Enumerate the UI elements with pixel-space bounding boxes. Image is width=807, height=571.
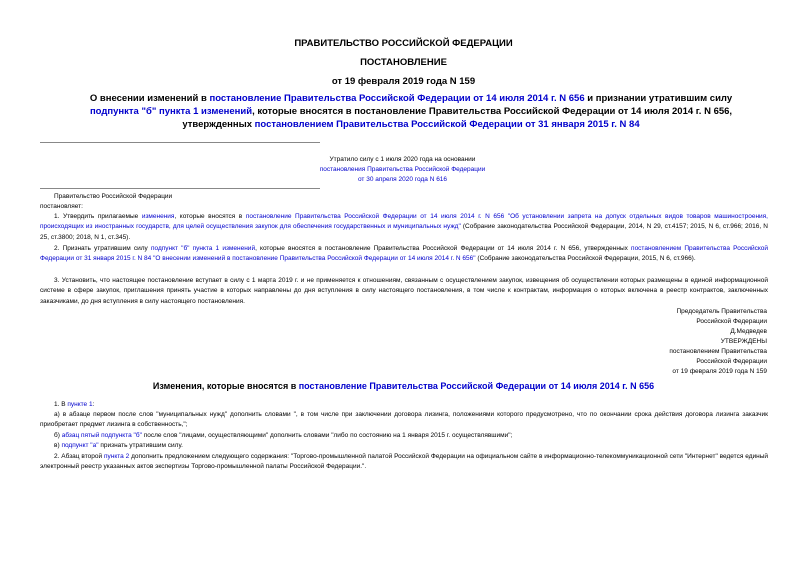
preamble-2: постановляет: [40,203,83,210]
signature-position: Председатель Правительства [676,308,767,315]
change-item-b [40,431,768,441]
approval-block [600,337,767,377]
iv-text-b: признать утратившим силу. [98,442,183,449]
divider-bottom [40,188,320,189]
change-item-1 [40,400,768,410]
changes-title-link[interactable]: постановление Правительства Российской Федерации от 14 июля 2014 г. N 656 [298,381,655,391]
approval-country: Российской Федерации [696,358,767,365]
doc-date-number: от 19 февраля 2019 года N 159 [331,76,476,87]
approval-by: постановлением Правительства [669,348,767,355]
ib-text-c: после слов "лицами, осуществляющими" дополнить словами "либо по состоянию на 1 января 2015 г. осуществлявшими"; [141,432,513,439]
ib-text-a: б) [54,432,62,439]
p1-link-changes[interactable]: изменения [141,213,175,220]
i1-text-b: : [92,401,95,408]
status-note-link-1[interactable]: постановления Правительства Российской Федерации [319,166,486,173]
approval-status: УТВЕРЖДЕНЫ [720,338,767,345]
p1-text-c: (Собрание законодательства Российской Федерации, 2014, N 29, ст.4157; 2015, N 6, ст.966; 2016, N 25, ст.3800; 2018, N 1, ст.345). [40,223,768,241]
p2-text-a: 2. Признать утратившим силу [54,245,151,252]
i2-text-b: дополнить предложением следующего содержания: "Торгово-промышленной палатой Российской Федерации на официальном сайте в информационно-телекоммуникационной сети "Интернет" ведется единый электронный реестр указанных актов экспертизы Торгово-промышленной палаты Российской Федерации.". [40,453,769,471]
p2-text-b: , которые вносятся в постановление Правительства Российской Федерации от 14 июля 2014 г. N 656, утвержденных [255,245,632,252]
approval-date: от 19 февраля 2019 года N 159 [672,368,767,375]
changes-title-text: Изменения, которые вносятся в [152,381,299,391]
p2-text-c: (Собрание законодательства Российской Федерации, 2015, N 6, ст.966). [475,255,696,263]
title-link-subitem[interactable]: подпункта "б" пункта 1 изменений [89,106,253,117]
status-note-link-2[interactable]: от 30 апреля 2020 года N 616 [357,176,448,183]
title-text-b: и признании утратившим силу [584,93,733,104]
signature-name: Д.Медведев [730,328,767,335]
change-item-a: а) в абзаце первом после слов "муниципальных нужд" дополнить словами ", в том числе при заключении договора лизинга, положениями которого предусмотрено, что по окончании срока действия договора лизинга заказчик приобретает предмет лизинга в собственность,"; [40,411,768,429]
ib-link-para[interactable]: абзац пятый [61,432,100,439]
title-text-c: , которые вносятся в постановление Правительства Российской Федерации от 14 июля 2014 г. N 656, утвержденных [182,106,733,130]
divider-top [40,142,320,143]
title-link-84[interactable]: постановлением Правительства Российской Федерации от 31 января 2015 г. N 84 [254,119,640,130]
paragraph-1 [40,212,768,243]
change-item-v [40,441,768,451]
i1-link[interactable]: пункте 1 [67,401,93,408]
signature-block [600,307,767,337]
doc-type-heading: ПОСТАНОВЛЕНИЕ [360,57,447,68]
i1-text-a: 1. В [54,401,68,408]
title-link-656[interactable]: постановление Правительства Российской Федерации от 14 июля 2014 г. N 656 [209,93,585,104]
title-text-a: О внесении изменений в [89,93,210,104]
change-item-2 [40,452,768,473]
ib-link-subitem[interactable]: подпункта "б" [101,432,142,439]
p1-link-656[interactable]: постановление Правительства Российской Федерации от 14 июля 2014 г. N 656 "Об установлении запрета на допуск отдельных видов товаров машиностроения, происходящих из иностранных государств, для целей осуществления закупок для обеспечения государственных и муниципальных нужд" [40,213,768,231]
i2-link[interactable]: пункта 2 [103,453,130,460]
status-note-text: Утратило силу с 1 июля 2020 года на основании [329,156,476,163]
p1-text-a: 1. Утвердить прилагаемые [54,213,142,220]
p2-link-subitem[interactable]: подпункт "б" пункта 1 изменений [150,245,256,252]
preamble-1: Правительство Российской Федерации [54,193,173,200]
status-note [290,155,515,185]
p1-text-b: , которые вносятся в [174,213,246,220]
signature-country: Российской Федерации [696,318,767,325]
iv-link[interactable]: подпункт "а" [61,442,99,449]
paragraph-2 [40,244,768,265]
paragraph-3: 3. Установить, что настоящее постановление вступает в силу с 1 марта 2019 г. и не применяется к отношениям, связанным с осуществлением закупок, извещения об осуществлении которых размещены в единой информационной системе в сфере закупок, приглашения принять участие в которых направлены до дня вступления в силу настоящего постановления, в том числе к контрактам, информация о которых включена в реестр контрактов, заключенных заказчиками, до дня вступления в силу настоящего постановления. [40,277,768,305]
i2-text-a: 2. Абзац второй [54,453,104,460]
doc-title [66,92,756,131]
gov-heading: ПРАВИТЕЛЬСТВО РОССИЙСКОЙ ФЕДЕРАЦИИ [294,38,513,49]
iv-text-a: в) [54,442,62,449]
changes-title [0,381,807,391]
p2-link-84[interactable]: постановлением Правительства Российской Федерации от 31 января 2015 г. N 84 "О внесении изменений в постановление Правительства Российской Федерации от 14 июля 2014 г. N 656" [40,245,768,263]
